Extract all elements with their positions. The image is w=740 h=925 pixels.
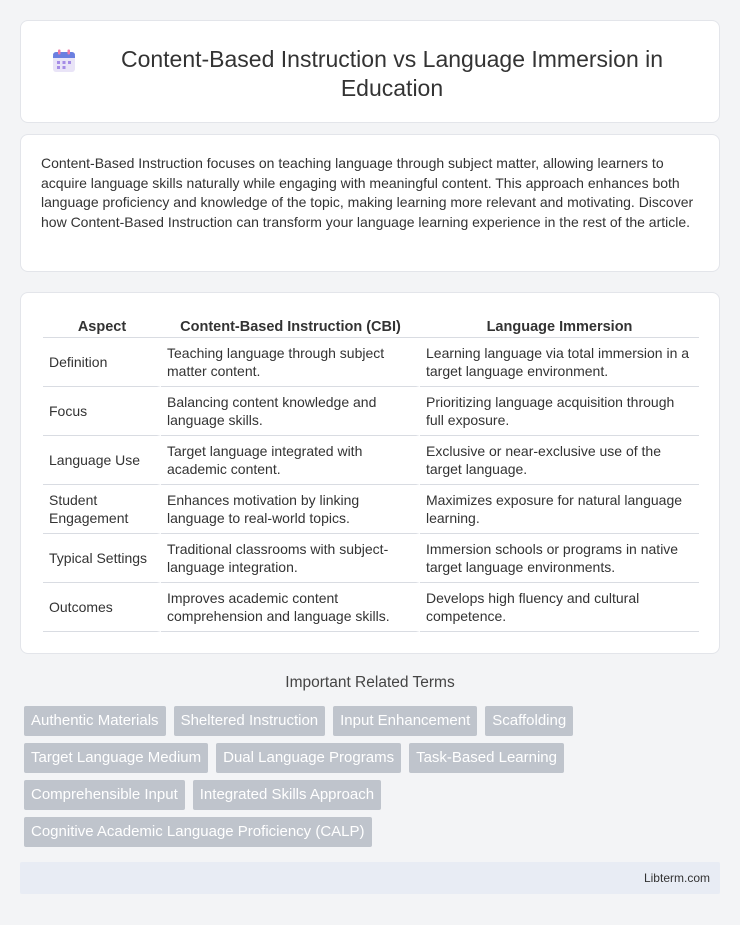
cbi-cell: Balancing content knowledge and language skills. xyxy=(161,387,420,436)
cbi-cell: Improves academic content comprehension and language skills. xyxy=(161,583,420,632)
table-row xyxy=(43,485,699,534)
related-terms-list xyxy=(24,706,704,854)
tag-scaffolding[interactable]: Scaffolding xyxy=(485,706,573,736)
intro-card xyxy=(20,134,720,272)
aspect-cell: Student Engagement xyxy=(43,485,161,534)
cbi-cell: Target language integrated with academic content. xyxy=(161,436,420,485)
cbi-cell: Teaching language through subject matter content. xyxy=(161,338,420,387)
immersion-cell: Prioritizing language acquisition through full exposure. xyxy=(420,387,699,436)
page-title: Content-Based Instruction vs Language Immersion in Education xyxy=(120,46,664,101)
tag-sheltered-instruction[interactable]: Sheltered Instruction xyxy=(174,706,326,736)
immersion-cell: Maximizes exposure for natural language learning. xyxy=(420,485,699,534)
table-row xyxy=(43,583,699,632)
tag-comprehensible-input[interactable]: Comprehensible Input xyxy=(24,780,185,810)
tag-row xyxy=(24,780,704,810)
comparison-card xyxy=(20,292,720,654)
tag-dual-language-programs[interactable]: Dual Language Programs xyxy=(216,743,401,773)
aspect-cell: Definition xyxy=(43,338,161,387)
tag-input-enhancement[interactable]: Input Enhancement xyxy=(333,706,477,736)
title-card xyxy=(20,20,720,123)
immersion-cell: Learning language via total immersion in a target language environment. xyxy=(420,338,699,387)
header-cbi: Content-Based Instruction (CBI) xyxy=(161,313,420,338)
immersion-cell: Immersion schools or programs in native target language environments. xyxy=(420,534,699,583)
table-row xyxy=(43,534,699,583)
table-header-row xyxy=(43,313,699,338)
aspect-cell: Typical Settings xyxy=(43,534,161,583)
header-immersion: Language Immersion xyxy=(420,313,699,338)
table-row xyxy=(43,436,699,485)
aspect-cell: Outcomes xyxy=(43,583,161,632)
header-aspect: Aspect xyxy=(43,313,161,338)
calendar-icon xyxy=(51,48,77,74)
intro-paragraph: Content-Based Instruction focuses on teaching language through subject matter, allowing learners to acquire language skills naturally while engaging with meaningful content. This approach enhances both language proficiency and knowledge of the topic, making learning more relevant and motivating. Discover how Content-Based Instruction can transform your language learning experience in the rest of the article. xyxy=(41,155,694,231)
tag-row xyxy=(24,817,704,847)
aspect-cell: Language Use xyxy=(43,436,161,485)
immersion-cell: Exclusive or near-exclusive use of the target language. xyxy=(420,436,699,485)
related-terms-heading: Important Related Terms xyxy=(285,674,455,691)
tag-calp[interactable]: Cognitive Academic Language Proficiency (CALP) xyxy=(24,817,372,847)
comparison-table xyxy=(43,313,699,632)
tag-row xyxy=(24,706,704,736)
tag-authentic-materials[interactable]: Authentic Materials xyxy=(24,706,166,736)
cbi-cell: Enhances motivation by linking language to real-world topics. xyxy=(161,485,420,534)
footer-site-link[interactable]: Libterm.com xyxy=(643,871,710,885)
footer xyxy=(20,862,720,894)
tag-integrated-skills-approach[interactable]: Integrated Skills Approach xyxy=(193,780,381,810)
immersion-cell: Develops high fluency and cultural competence. xyxy=(420,583,699,632)
cbi-cell: Traditional classrooms with subject-language integration. xyxy=(161,534,420,583)
aspect-cell: Focus xyxy=(43,387,161,436)
table-row xyxy=(43,338,699,387)
tag-task-based-learning[interactable]: Task-Based Learning xyxy=(409,743,564,773)
tag-target-language-medium[interactable]: Target Language Medium xyxy=(24,743,208,773)
tag-row xyxy=(24,743,704,773)
table-row xyxy=(43,387,699,436)
